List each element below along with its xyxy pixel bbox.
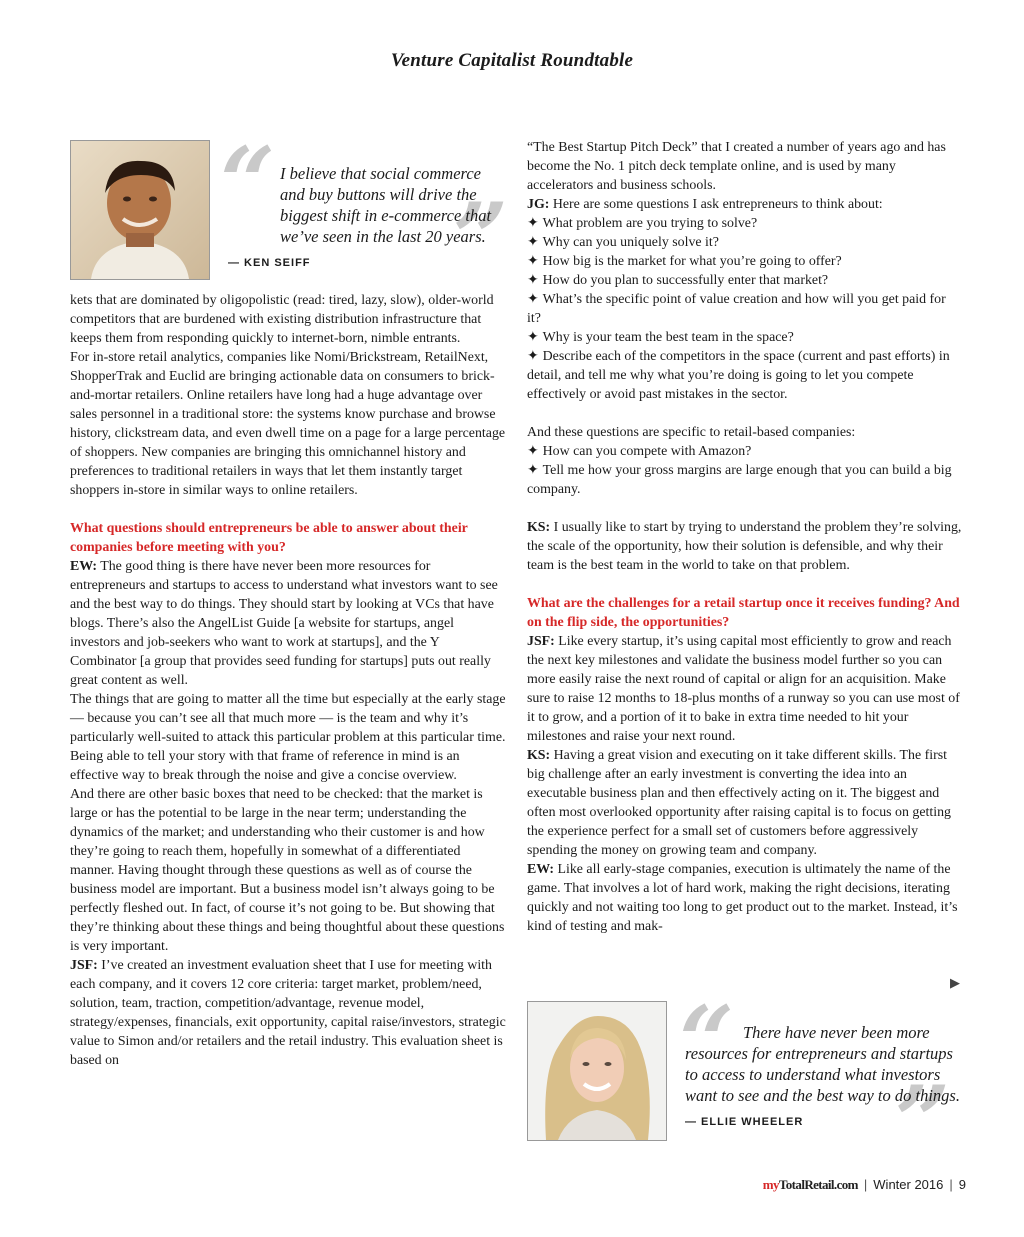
- close-quote-icon: ”: [453, 182, 509, 295]
- speaker-label: JSF:: [70, 958, 98, 973]
- pull-quote-attribution: — KEN SEIFF: [228, 257, 311, 269]
- star-bullet-icon: ✦: [527, 444, 539, 459]
- speaker-label: EW:: [527, 862, 555, 877]
- speaker-label: KS:: [527, 520, 551, 535]
- ken-seiff-photo: [70, 140, 210, 280]
- answer-ks: [527, 746, 963, 860]
- paragraph: “The Best Startup Pitch Deck” that I created a number of years ago and has become the No. 1 pitch deck template online, and is used by many accelerators and business schools.: [527, 140, 946, 193]
- star-bullet-icon: ✦: [527, 216, 539, 231]
- star-bullet-icon: ✦: [527, 254, 539, 269]
- pull-quote-text: There have never been more resources for entrepreneurs and startups to access to understand what investors want to see and the best way to do things.: [685, 1023, 960, 1105]
- paragraph: kets that are dominated by oligopolistic (read: tired, lazy, slow), older-world competitors that are burdened with existing distribution infrastructure that keeps them from responding quickly to internet-born, nimble entrants.: [70, 293, 494, 346]
- open-quote-icon: “: [220, 126, 276, 239]
- list-item: ✦ What problem are you trying to solve?: [527, 216, 758, 231]
- answer-text: Like all early-stage companies, execution is ultimately the name of the game. That involves a lot of hard work, making the right decisions, iterating quickly and not waiting too long to get product out to the market. Instead, it’s kind of testing and mak-: [527, 862, 958, 934]
- answer-text: I usually like to start by trying to understand the problem they’re solving, the scale of the opportunity, how their solution is defensible, and why their team is the best team in the world to take on that problem.: [527, 520, 962, 573]
- close-quote-icon: ”: [895, 1065, 951, 1178]
- interview-question: What questions should entrepreneurs be able to answer about their companies before meeting with you?: [70, 521, 468, 555]
- list-item: ✦ How can you compete with Amazon?: [527, 444, 752, 459]
- list-item: ✦ Why can you uniquely solve it?: [527, 235, 719, 250]
- speaker-label: KS:: [527, 748, 551, 763]
- page-footer: myTotalRetail.com | Winter 2016 | 9: [762, 1177, 966, 1192]
- pull-quote-text: I believe that social commerce and buy buttons will drive the biggest shift in e-commerce that we’ve seen in the last 20 years.: [280, 164, 492, 246]
- section-title: Venture Capitalist Roundtable: [390, 50, 634, 71]
- speaker-label: JSF:: [527, 634, 555, 649]
- answer-text: The good thing is there have never been more resources for entrepreneurs and startups to access to understand what investors want to see and the best way to do things. They should start by looking at VCs that have blogs. There’s also the AngelList Guide [a website for startups, angel investors and job-seekers who want to work at startups], and the Y Combinator [a group that provides seed funding for startups] puts out really great content as well.: [70, 559, 498, 688]
- star-bullet-icon: ✦: [527, 235, 539, 250]
- pull-quote-attribution: — ELLIE WHEELER: [685, 1116, 804, 1128]
- column-left: [70, 291, 506, 1070]
- list-item: ✦ Describe each of the competitors in the space (current and past efforts) in detail, and tell me why what you’re doing is going to let you compete effectively or avoid past mistakes in the sector.: [527, 349, 950, 402]
- continue-arrow-icon: ▶: [950, 976, 960, 991]
- paragraph: For in-store retail analytics, companies like Nomi/Brickstream, RetailNext, ShopperTrak and Euclid are bringing actionable data on consumers to brick-and-mortar retailers. Online retailers have long had a huge advantage over sales personnel in a traditional store: the systems know purchase and browse history, clickstream data, and even dwell time on a page for a large percentage of shoppers. New companies are bringing this omnichannel history and preferences to traditional retailers in ways that let them instantly target shoppers in-store in similar ways to online retailers.: [70, 350, 506, 498]
- answer-text: Like every startup, it’s using capital most efficiently to grow and reach the next key milestones and validate the business model further so you can more easily raise the next round of capital or align for an acquisition. Make sure to raise 12 months to 18-plus months of a runway so you can use most of it to grow, and a portion of it to bake in extra time needed to hit your milestones and raise your next round.: [527, 634, 960, 744]
- issue-label: Winter 2016: [873, 1177, 944, 1192]
- answer-text: Having a great vision and executing on it take different skills. The first big challenge after an early investment is converting the idea into an executable business plan and then effectively acting on it. The biggest and often most overlooked opportunity after raising capital is to focus on getting the experience perfect for a small set of customers before aggressively spending the money on growing team and company.: [527, 748, 951, 858]
- answer-jg: [527, 195, 963, 214]
- list-item: ✦ How big is the market for what you’re going to offer?: [527, 254, 842, 269]
- answer-ew: [527, 860, 963, 936]
- column-right: [527, 138, 963, 936]
- pull-quote-1: [220, 126, 509, 295]
- paragraph: The things that are going to matter all the time but especially at the early stage — because you can’t see all that much more — is the team and why it’s particularly well-suited to attack this particular problem at this particular time. Being able to tell your story with that frame of reference in mind is an effective way to break through the noise and give a concise overview.: [70, 692, 506, 783]
- ellie-wheeler-photo: [527, 1001, 667, 1141]
- publication-logo: myTotalRetail.com: [762, 1177, 858, 1192]
- open-quote-icon: “: [679, 985, 735, 1098]
- star-bullet-icon: ✦: [527, 330, 539, 345]
- paragraph: And there are other basic boxes that need to be checked: that the market is large or has the potential to be large in the near term; understanding the dynamics of the market; and understanding who their customer is and how they’re going to reach them, hopefully in somewhat of a differentiated manner. Having thought through these questions as well as of course the business model are important. But a business model isn’t always going to be perfectly fleshed out. In fact, of course it’s not going to be. But showing that they’re thinking about these things and being thoughtful about these questions is very important.: [70, 787, 505, 954]
- page-number: 9: [958, 1177, 966, 1192]
- answer-jsf: [527, 632, 963, 746]
- paragraph: And these questions are specific to retail-based companies:: [527, 425, 856, 440]
- list-item: ✦ Tell me how your gross margins are large enough that you can build a big company.: [527, 463, 952, 497]
- answer-ks: [527, 518, 963, 575]
- star-bullet-icon: ✦: [527, 463, 539, 478]
- answer-text: Here are some questions I ask entrepreneurs to think about:: [549, 197, 883, 212]
- pull-quote-2: [679, 985, 963, 1178]
- speaker-label: JG:: [527, 197, 550, 212]
- star-bullet-icon: ✦: [527, 273, 539, 288]
- answer-ew: [70, 557, 506, 690]
- answer-text: I’ve created an investment evaluation sheet that I use for meeting with each company, and it covers 12 core criteria: target market, problem/need, solution, team, traction, competition/advantage, revenue model, strategy/expenses, financials, exit opportunity, capital raise/investors, strategic value to Simon and/or retailers and the retail industry. This evaluation sheet is based on: [70, 958, 506, 1068]
- star-bullet-icon: ✦: [527, 292, 539, 307]
- speaker-label: EW:: [70, 559, 98, 574]
- answer-jsf: [70, 956, 506, 1070]
- list-item: ✦ What’s the specific point of value creation and how will you get paid for it?: [527, 292, 946, 326]
- interview-question: What are the challenges for a retail startup once it receives funding? And on the flip side, the opportunities?: [527, 596, 960, 630]
- list-item: ✦ Why is your team the best team in the space?: [527, 330, 794, 345]
- star-bullet-icon: ✦: [527, 349, 539, 364]
- list-item: ✦ How do you plan to successfully enter that market?: [527, 273, 829, 288]
